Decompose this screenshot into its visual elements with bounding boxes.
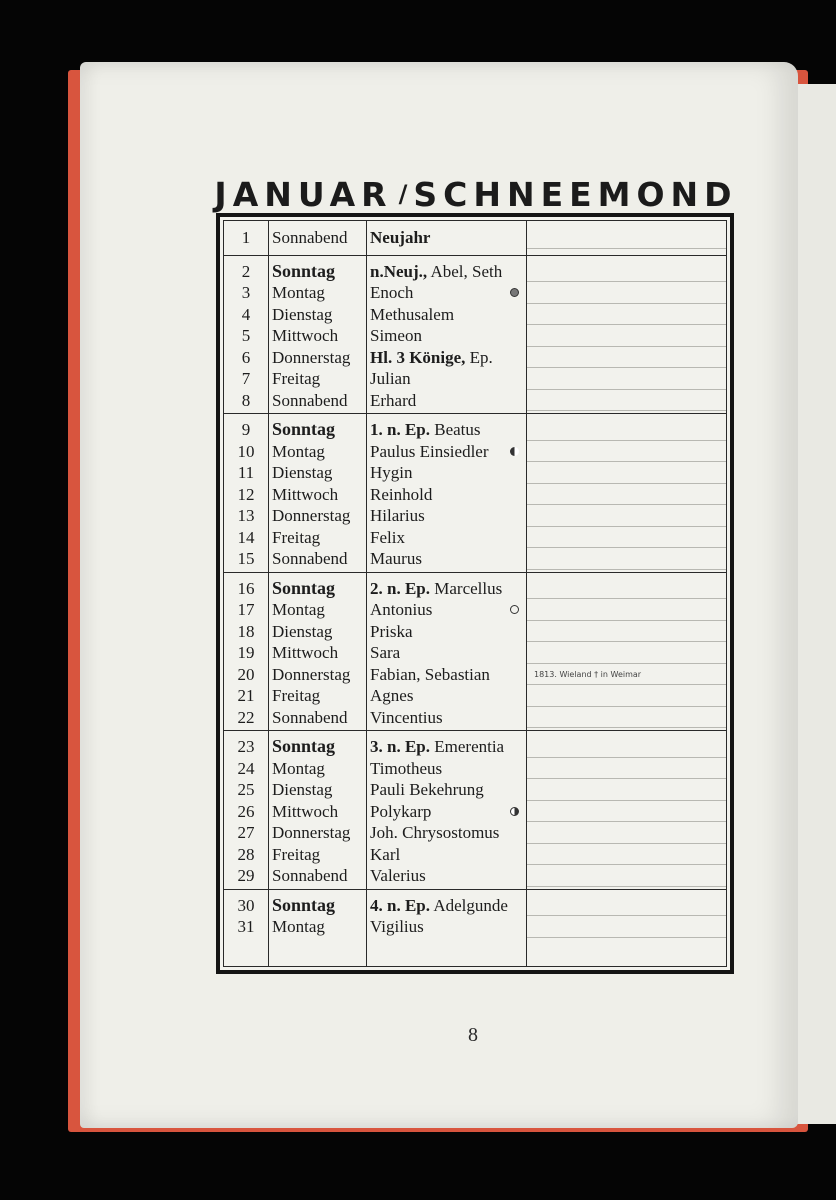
weekday-name: Mittwoch bbox=[272, 643, 339, 662]
saint-label: Agnes bbox=[370, 686, 414, 705]
moon-phase-icon bbox=[510, 288, 519, 297]
saint-name bbox=[370, 527, 524, 549]
feast-label: Neujahr bbox=[370, 228, 431, 247]
day-row bbox=[224, 707, 726, 729]
weekday-name: Freitag bbox=[272, 369, 321, 388]
day-number: 1 bbox=[241, 228, 251, 247]
week-block bbox=[224, 572, 726, 732]
saint-name bbox=[370, 347, 524, 369]
day-number: 12 bbox=[237, 484, 255, 504]
saint-name bbox=[370, 844, 524, 866]
saint-name bbox=[370, 642, 524, 664]
day-number: 26 bbox=[237, 801, 255, 821]
day-row bbox=[224, 347, 726, 369]
day-row bbox=[224, 325, 726, 347]
day-number: 17 bbox=[237, 600, 255, 619]
saint-label: Paulus Einsiedler bbox=[370, 441, 489, 461]
day-row bbox=[224, 865, 726, 887]
day-number: 3 bbox=[241, 283, 251, 302]
day-row bbox=[224, 822, 726, 844]
day-number: 27 bbox=[237, 823, 255, 842]
weekday-name: Donnerstag bbox=[272, 506, 351, 525]
weekday-name: Sonntag bbox=[272, 260, 336, 281]
saint-name bbox=[370, 865, 524, 887]
feast-label: 4. n. Ep. bbox=[370, 895, 430, 915]
day-number: 16 bbox=[237, 578, 255, 598]
saint-name bbox=[370, 895, 524, 917]
title-separator: / bbox=[398, 180, 408, 208]
weekday-name: Donnerstag bbox=[272, 347, 351, 367]
saint-name bbox=[370, 621, 524, 643]
day-number: 4 bbox=[241, 304, 251, 324]
weekday-name: Montag bbox=[272, 917, 325, 936]
week-block bbox=[224, 255, 726, 415]
day-number: 29 bbox=[237, 866, 255, 885]
day-number: 8 bbox=[241, 390, 251, 410]
saint-name bbox=[370, 664, 524, 686]
weekday-name: Mittwoch bbox=[272, 801, 339, 821]
day-number: 15 bbox=[237, 549, 255, 568]
calendar-grid bbox=[223, 220, 727, 967]
day-row bbox=[224, 527, 726, 549]
feast-label: 1. n. Ep. bbox=[370, 420, 430, 439]
day-number: 22 bbox=[237, 707, 255, 727]
saint-name bbox=[370, 916, 524, 938]
day-number: 13 bbox=[237, 506, 255, 525]
saint-label: Simeon bbox=[370, 326, 422, 345]
day-number: 11 bbox=[237, 463, 255, 482]
day-row bbox=[224, 621, 726, 643]
weekday-name: Donnerstag bbox=[272, 823, 351, 842]
saint-label: Timotheus bbox=[370, 758, 443, 778]
saint-label: Marcellus bbox=[434, 578, 503, 598]
saint-name bbox=[370, 548, 524, 570]
day-row bbox=[224, 282, 726, 304]
saint-label: Maurus bbox=[370, 549, 422, 568]
feast-label: 2. n. Ep. bbox=[370, 578, 430, 598]
saint-label: Pauli Bekehrung bbox=[370, 780, 484, 799]
weekday-name: Freitag bbox=[272, 844, 321, 864]
weekday-name: Montag bbox=[272, 600, 325, 619]
weekday-name: Dienstag bbox=[272, 621, 333, 641]
day-row bbox=[224, 642, 726, 664]
weekday-name: Sonntag bbox=[272, 894, 336, 915]
day-number: 30 bbox=[237, 895, 255, 915]
feast-label: n.Neuj., bbox=[370, 261, 428, 281]
day-row bbox=[224, 599, 726, 621]
saint-name bbox=[370, 484, 524, 506]
weekday-name: Sonnabend bbox=[272, 390, 348, 410]
saint-label: Reinhold bbox=[370, 484, 433, 504]
month-title: JANUAR bbox=[214, 174, 393, 214]
saint-label: Vincentius bbox=[370, 707, 443, 727]
moon-phase-icon bbox=[510, 447, 519, 456]
day-number: 5 bbox=[241, 326, 251, 345]
saint-name bbox=[370, 822, 524, 844]
weekday-name: Freitag bbox=[272, 686, 321, 705]
day-row bbox=[224, 419, 726, 441]
saint-label: Joh. Chrysostomus bbox=[370, 823, 500, 842]
day-row bbox=[224, 304, 726, 326]
weekday-name: Mittwoch bbox=[272, 484, 339, 504]
moon-phase-icon bbox=[510, 605, 519, 614]
saint-label: Sara bbox=[370, 643, 401, 662]
weekday-name: Dienstag bbox=[272, 304, 333, 324]
page-number: 8 bbox=[468, 1024, 478, 1046]
feast-label: Hl. 3 Könige, bbox=[370, 347, 466, 367]
day-number: 6 bbox=[241, 347, 251, 367]
day-row bbox=[224, 462, 726, 484]
day-number: 31 bbox=[237, 917, 255, 936]
saint-label: Julian bbox=[370, 369, 411, 388]
week-block bbox=[224, 413, 726, 573]
saint-label: Erhard bbox=[370, 390, 417, 410]
weekday-name: Mittwoch bbox=[272, 326, 339, 345]
weekday-name: Montag bbox=[272, 441, 325, 461]
saint-name bbox=[370, 390, 524, 412]
saint-name bbox=[370, 368, 524, 390]
saint-label: Antonius bbox=[370, 600, 433, 619]
day-number: 21 bbox=[237, 686, 255, 705]
saint-label: Polykarp bbox=[370, 801, 432, 821]
saint-label: Adelgunde bbox=[433, 895, 508, 915]
saint-label: Ep. bbox=[469, 347, 493, 367]
saint-name bbox=[370, 801, 524, 823]
saint-label: Methusalem bbox=[370, 304, 455, 324]
saint-name bbox=[370, 736, 524, 758]
week-block bbox=[224, 730, 726, 890]
day-row bbox=[224, 685, 726, 707]
day-row bbox=[224, 844, 726, 866]
day-number: 14 bbox=[237, 527, 255, 547]
day-number: 20 bbox=[237, 664, 255, 684]
month-subtitle: SCHNEEMOND bbox=[413, 174, 738, 214]
notes-line bbox=[527, 569, 726, 570]
day-row bbox=[224, 736, 726, 758]
day-number: 2 bbox=[241, 261, 251, 281]
feast-label: 3. n. Ep. bbox=[370, 737, 430, 756]
saint-name bbox=[370, 441, 524, 463]
day-row bbox=[224, 390, 726, 412]
weekday-name: Dienstag bbox=[272, 463, 333, 482]
day-row bbox=[224, 779, 726, 801]
day-row bbox=[224, 578, 726, 600]
calendar-table bbox=[216, 213, 734, 974]
saint-name bbox=[370, 261, 524, 283]
saint-name bbox=[370, 578, 524, 600]
day-note: 1813. Wieland † in Weimar bbox=[534, 669, 642, 679]
weekday-name: Sonnabend bbox=[272, 228, 348, 247]
moon-phase-icon bbox=[510, 807, 519, 816]
weekday-name: Dienstag bbox=[272, 780, 333, 799]
day-number: 28 bbox=[237, 844, 255, 864]
week-block bbox=[224, 889, 726, 967]
saint-name bbox=[370, 758, 524, 780]
day-row bbox=[224, 505, 726, 527]
day-row bbox=[224, 801, 726, 823]
day-number: 18 bbox=[237, 621, 255, 641]
page-title bbox=[214, 172, 738, 216]
weekday-name: Sonntag bbox=[272, 577, 336, 598]
day-row bbox=[224, 227, 726, 249]
saint-name bbox=[370, 779, 524, 801]
saint-label: Felix bbox=[370, 527, 405, 547]
saint-name bbox=[370, 685, 524, 707]
saint-label: Beatus bbox=[434, 420, 481, 439]
weekday-name: Sonnabend bbox=[272, 707, 348, 727]
saint-label: Priska bbox=[370, 621, 413, 641]
day-row bbox=[224, 664, 726, 686]
day-row bbox=[224, 441, 726, 463]
weekday-name: Sonnabend bbox=[272, 866, 348, 885]
day-row bbox=[224, 758, 726, 780]
day-number: 24 bbox=[237, 758, 255, 778]
saint-name bbox=[370, 419, 524, 441]
saint-name bbox=[370, 599, 524, 621]
saint-label: Hilarius bbox=[370, 506, 425, 525]
day-row bbox=[224, 261, 726, 283]
saint-label: Valerius bbox=[370, 866, 426, 885]
day-number: 25 bbox=[237, 780, 255, 799]
day-row bbox=[224, 368, 726, 390]
weekday-name: Sonnabend bbox=[272, 549, 348, 568]
day-row bbox=[224, 548, 726, 570]
saint-label: Abel, Seth bbox=[430, 261, 503, 281]
weekday-name: Montag bbox=[272, 758, 325, 778]
weekday-name: Freitag bbox=[272, 527, 321, 547]
saint-label: Fabian, Sebastian bbox=[370, 664, 490, 684]
saint-name bbox=[370, 227, 524, 249]
saint-name bbox=[370, 505, 524, 527]
notes-line bbox=[527, 886, 726, 887]
saint-name bbox=[370, 707, 524, 729]
notes-line bbox=[527, 248, 726, 249]
saint-name bbox=[370, 325, 524, 347]
day-number: 19 bbox=[237, 643, 255, 662]
day-row bbox=[224, 895, 726, 917]
weekday-name: Sonntag bbox=[272, 736, 336, 756]
day-row bbox=[224, 484, 726, 506]
saint-name bbox=[370, 282, 524, 304]
weekday-name: Sonntag bbox=[272, 419, 336, 439]
day-number: 23 bbox=[237, 737, 255, 756]
day-number: 9 bbox=[241, 420, 251, 439]
saint-name bbox=[370, 462, 524, 484]
saint-label: Karl bbox=[370, 844, 401, 864]
notes-line bbox=[527, 410, 726, 411]
day-row bbox=[224, 916, 726, 938]
saint-label: Enoch bbox=[370, 283, 414, 302]
day-number: 7 bbox=[241, 369, 251, 388]
notes-line bbox=[527, 727, 726, 728]
saint-name bbox=[370, 304, 524, 326]
week-block bbox=[224, 221, 726, 256]
saint-label: Hygin bbox=[370, 463, 413, 482]
saint-label: Emerentia bbox=[434, 737, 505, 756]
saint-label: Vigilius bbox=[370, 917, 424, 936]
notes-line bbox=[527, 937, 726, 938]
weekday-name: Donnerstag bbox=[272, 664, 351, 684]
weekday-name: Montag bbox=[272, 283, 325, 302]
day-number: 10 bbox=[237, 441, 255, 461]
